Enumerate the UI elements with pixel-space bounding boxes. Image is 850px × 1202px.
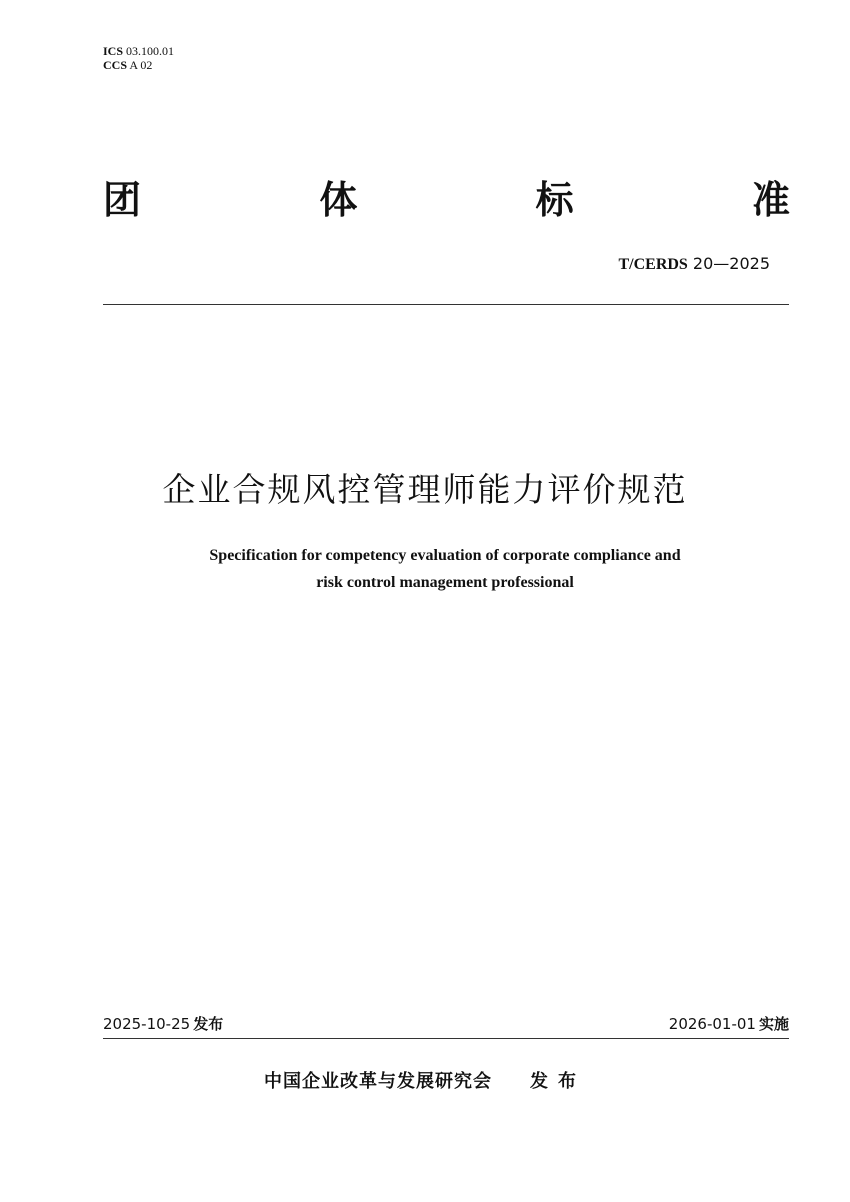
ics-code — [103, 44, 174, 58]
english-title-line: risk control management professional — [316, 574, 574, 591]
implementation-date-value: 2026-01-01 — [668, 1015, 756, 1033]
issue-date — [103, 1013, 223, 1034]
standard-type-char: 标 — [535, 177, 574, 222]
top-divider — [103, 304, 789, 305]
implementation-date — [669, 1013, 789, 1034]
ics-value: 03.100.01 — [126, 44, 175, 58]
issue-date-value: 2025-10-25 — [103, 1015, 191, 1033]
implementation-date-label: 实施 — [758, 1015, 789, 1033]
publisher-action: 发布 — [530, 1071, 586, 1092]
classification-codes — [103, 44, 174, 72]
standard-type-char: 团 — [103, 177, 142, 222]
standard-type-heading — [103, 168, 790, 224]
ccs-code — [103, 58, 174, 72]
document-title-chinese: 企业合规风控管理师能力评价规范 — [162, 470, 688, 509]
english-title-line: Specification for competency evaluation of corporate compliance and — [209, 547, 681, 564]
standard-number-prefix: T/CERDS — [618, 256, 688, 273]
bottom-divider — [103, 1038, 789, 1039]
ccs-label: CCS — [103, 58, 128, 72]
standard-number — [618, 254, 770, 274]
issue-date-label: 发布 — [193, 1015, 224, 1033]
standard-type-char: 准 — [751, 177, 790, 222]
publisher-organization: 中国企业改革与发展研究会 — [264, 1071, 492, 1092]
publisher — [0, 1067, 850, 1093]
ccs-value: A 02 — [129, 58, 153, 72]
standard-number-value: 20—2025 — [692, 254, 770, 273]
document-title-english — [100, 542, 790, 596]
ics-label: ICS — [103, 44, 124, 58]
standard-type-char: 体 — [319, 177, 358, 222]
